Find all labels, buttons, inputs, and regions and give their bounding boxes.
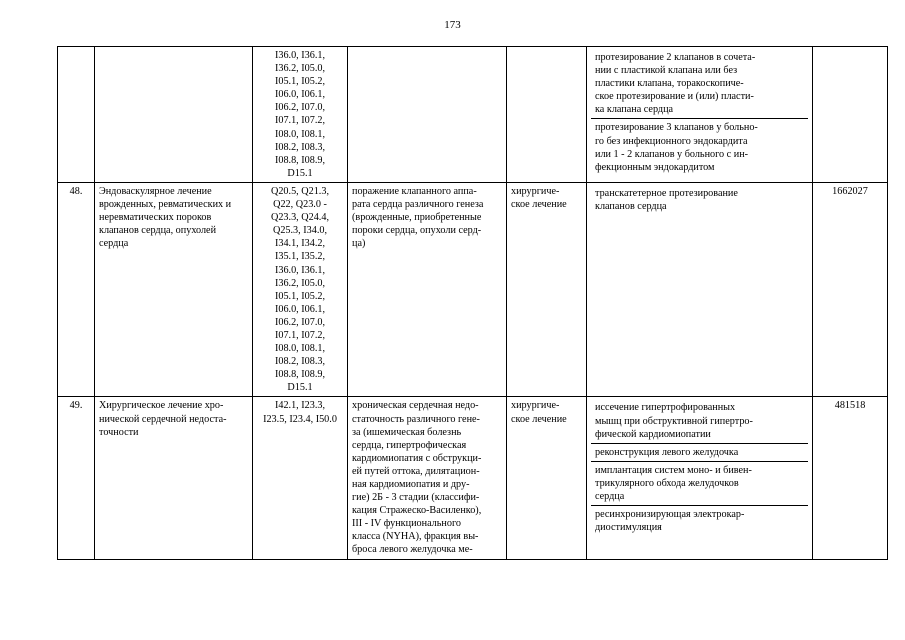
patient-model-line: статочность различного гене- — [352, 413, 480, 425]
patient-model-line: кардиомиопатия с обструкци- — [352, 452, 482, 464]
treatment-method — [591, 399, 808, 443]
treatment-method-line: пластики клапана, торакоскопиче- — [595, 78, 744, 90]
patient-model-line: класса (NYHA), фракция вы- — [352, 531, 479, 543]
icd-code-line: Q23.3, Q24.4, — [270, 212, 329, 224]
treatment-method-line: реконструкция левого желудочка — [595, 446, 739, 458]
care-type-name — [95, 397, 253, 559]
patient-model-line: за (ишемическая болезнь — [352, 426, 462, 438]
care-type-line: Хирургическое лечение хро- — [99, 400, 224, 412]
icd-code-line: I35.1, I35.2, — [274, 251, 326, 263]
icd-codes — [253, 182, 348, 397]
care-type-name — [95, 47, 253, 183]
patient-model — [348, 47, 507, 183]
icd-code-line: D15.1 — [287, 382, 313, 394]
icd-code-line: I06.2, I07.0, — [274, 102, 326, 114]
icd-code-line: D15.1 — [287, 167, 313, 179]
treatment-method-line: имплантация систем моно- и бивен- — [595, 464, 752, 476]
treatment-method-line: фической кардиомиопатии — [595, 428, 711, 440]
row-number: 48. — [58, 182, 95, 397]
icd-code-line: I05.1, I05.2, — [274, 76, 326, 88]
icd-code-line: I36.0, I36.1, — [274, 264, 326, 276]
care-type-line: точности — [99, 426, 139, 438]
treatment-methods — [587, 397, 813, 559]
icd-code-line: I36.0, I36.1, — [274, 50, 326, 61]
patient-model — [348, 397, 507, 559]
patient-model-line: III - IV функционального — [352, 518, 461, 530]
treatment-method-line: го без инфекционного эндокардита — [595, 135, 748, 147]
patient-model-line: ная кардиомиопатия и дру- — [352, 479, 470, 490]
treatment-method-line: иссечение гипертрофированных — [595, 402, 736, 414]
icd-code-line: I07.1, I07.2, — [274, 115, 326, 127]
treatment-method-line: трикулярного обхода желудочков — [595, 477, 739, 489]
treatment-type-line: хирургиче- — [511, 185, 560, 197]
treatment-method-line: фекционным эндокардитом — [595, 161, 715, 173]
treatment-type-line: ское лечение — [511, 199, 567, 211]
treatment-method-line: клапанов сердца — [595, 201, 667, 213]
icd-code-line: I08.2, I08.3, — [274, 356, 326, 368]
icd-code-line: I06.2, I07.0, — [274, 316, 326, 328]
icd-code-line: I23.5, I23.4, I50.0 — [263, 413, 337, 425]
icd-code-line: I06.0, I06.1, — [274, 89, 326, 101]
patient-model-line: сердца, гипертрофическая — [352, 439, 467, 451]
icd-code-line: I08.0, I08.1, — [274, 343, 326, 355]
patient-model-line: ей путей оттока, дилятацион- — [352, 465, 480, 477]
icd-codes — [253, 397, 348, 559]
treatment-methods — [587, 47, 813, 183]
treatment-method-line: или 1 - 2 клапанов у больного с ин- — [595, 148, 749, 160]
icd-codes — [253, 47, 348, 183]
icd-code-line: Q20.5, Q21.3, — [270, 185, 329, 197]
icd-code-line: I08.8, I08.9, — [274, 369, 326, 381]
icd-code-line: Q25.3, I34.0, — [272, 225, 328, 237]
treatment-method-line: нии с пластикой клапана или без — [595, 65, 738, 77]
treatment-method — [591, 444, 808, 462]
treatment-type-line: хирургиче- — [511, 400, 560, 412]
patient-model-line: пороки сердца, опухоли серд- — [352, 225, 482, 237]
row-number: 49. — [58, 397, 95, 559]
medical-care-table — [57, 46, 888, 560]
treatment-method-line: мышц при обструктивной гипертро- — [595, 415, 753, 427]
treatment-method-line: диостимуляция — [595, 522, 662, 534]
care-type-line: сердца — [99, 238, 129, 250]
treatment-type-line: ское лечение — [511, 413, 567, 425]
icd-code-line: I36.2, I05.0, — [274, 277, 326, 289]
care-type-line: Эндоваскулярное лечение — [99, 185, 212, 197]
treatment-method-line: протезирование 2 клапанов в сочета- — [595, 52, 756, 63]
page-number: 173 — [444, 19, 461, 31]
treatment-type — [507, 397, 587, 559]
treatment-method-line: транскатетерное протезирование — [595, 187, 738, 199]
icd-code-line: I08.8, I08.9, — [274, 154, 326, 166]
care-type-line: неревматических пороков — [99, 212, 212, 224]
care-type-line: нической сердечной недоста- — [99, 413, 227, 425]
treatment-type — [507, 182, 587, 397]
treatment-method — [591, 506, 808, 536]
standard-cost — [813, 47, 888, 183]
standard-cost: 1662027 — [813, 182, 888, 397]
treatment-method — [591, 119, 808, 175]
table-row — [58, 182, 888, 397]
standard-cost: 481518 — [813, 397, 888, 559]
treatment-method-line: сердца — [595, 491, 625, 502]
treatment-method — [591, 185, 808, 215]
icd-code-line: I34.1, I34.2, — [274, 238, 326, 250]
care-type-line: врожденных, ревматических и — [99, 199, 232, 211]
patient-model-line: гие) 2Б - 3 стадии (классифи- — [352, 492, 480, 504]
icd-code-line: I07.1, I07.2, — [274, 329, 326, 341]
icd-code-line: I08.2, I08.3, — [274, 141, 326, 153]
icd-code-line: I36.2, I05.0, — [274, 63, 326, 75]
patient-model-line: поражение клапанного аппа- — [352, 185, 477, 197]
treatment-method — [591, 462, 808, 506]
icd-code-line: I08.0, I08.1, — [274, 128, 326, 140]
care-type-line: клапанов сердца, опухолей — [99, 225, 217, 237]
icd-code-line: I05.1, I05.2, — [274, 290, 326, 302]
icd-code-line: I06.0, I06.1, — [274, 303, 326, 315]
treatment-method-line: ресинхронизирующая электрокар- — [595, 509, 745, 521]
treatment-method — [591, 49, 808, 119]
care-type-name — [95, 182, 253, 397]
icd-code-line: Q22, Q23.0 - — [273, 199, 327, 211]
patient-model-line: хроническая сердечная недо- — [352, 400, 479, 412]
patient-model-line: (врожденные, приобретенные — [352, 212, 482, 224]
treatment-type — [507, 47, 587, 183]
patient-model-line: кация Стражеско-Василенко), — [352, 505, 482, 517]
table-row — [58, 47, 888, 183]
patient-model-line: рата сердца различного генеза — [352, 199, 484, 211]
patient-model-line: броса левого желудочка ме- — [352, 544, 473, 556]
table-row — [58, 397, 888, 559]
icd-code-line: I42.1, I23.3, — [274, 400, 326, 412]
treatment-method-line: протезирование 3 клапанов у больно- — [595, 122, 758, 134]
row-number — [58, 47, 95, 183]
treatment-method-line: ка клапана сердца — [595, 104, 674, 116]
patient-model-line: ца) — [352, 238, 366, 250]
treatment-methods — [587, 182, 813, 397]
patient-model — [348, 182, 507, 397]
treatment-method-line: ское протезирование и (или) пласти- — [595, 91, 754, 103]
